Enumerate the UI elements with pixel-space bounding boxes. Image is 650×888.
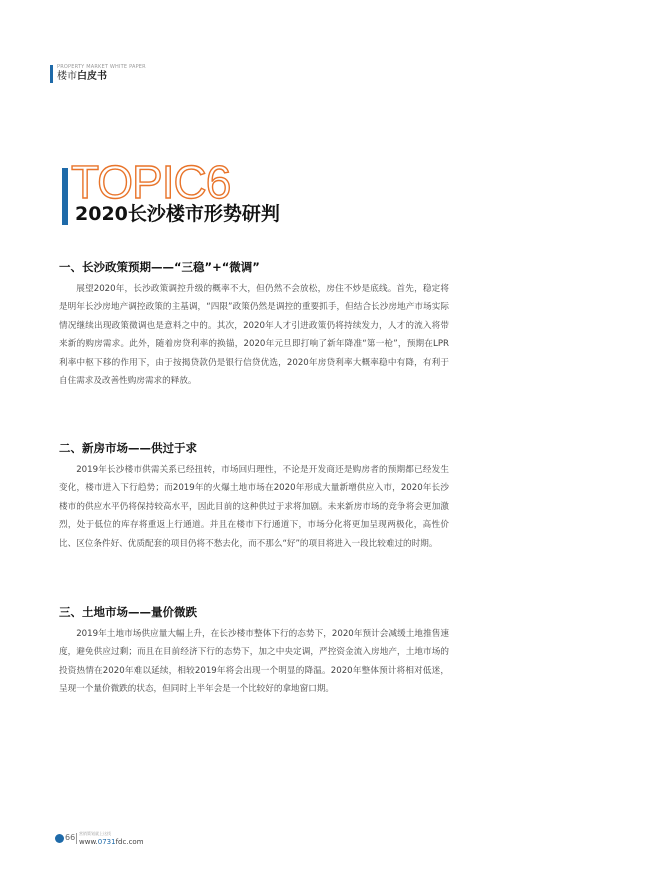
section-heading: 三、土地市场——量价微跌 bbox=[59, 605, 197, 619]
section-policy bbox=[59, 259, 449, 390]
header-chinese-light: 楼市 bbox=[57, 71, 77, 82]
footer-slogan: 营销策划就上这找 bbox=[79, 831, 111, 836]
footer-url-accent: 0731 bbox=[97, 838, 116, 846]
section-heading: 二、新房市场——供过于求 bbox=[59, 441, 197, 455]
section-land-market bbox=[59, 604, 449, 699]
footer-url bbox=[79, 838, 144, 847]
topic-label: TOPIC6 bbox=[71, 156, 231, 208]
section-new-housing bbox=[59, 440, 449, 553]
header-chinese-bold: 白皮书 bbox=[77, 71, 107, 82]
footer-url-prefix: www. bbox=[79, 838, 98, 846]
section-heading: 一、长沙政策预期——“三稳”+“微调” bbox=[59, 260, 260, 274]
footer-dot-icon bbox=[55, 834, 64, 843]
page-title: 2020长沙楼市形势研判 bbox=[75, 203, 280, 225]
section-body: 展望2020年，长沙政策调控升级的概率不大，但仍然不会放松，房住不炒是底线。首先，稳定将是明年长沙房地产调控政策的主基调，“四限”政策仍然是调控的重要抓手，但结合长沙房地产市场实际情况继续出现政策微调也是意料之中的。其次，2020年人才引进政策仍将持续发力，人才的流入将带来新的购房需求。此外，随着房贷利率的换锚，2020年元旦即打响了新年降准“第一枪”，预期在LPR利率中枢下移的作用下，由于按揭贷款仍是银行信贷优选，2020年房贷利率大概率稳中有降，有利于自住需求及改善性购房需求的释放。 bbox=[59, 284, 449, 387]
section-body: 2019年长沙楼市供需关系已经扭转，市场回归理性，不论是开发商还是购房者的预期都已经发生变化，楼市进入下行趋势；而2019年的火爆土地市场在2020年形成大量新增供应入市，2020年长沙楼市的供应水平仍将保持较高水平，因此目前的这种供过于求将加剧。未来新房市场的竞争将会更加激烈，处于低位的库存将重返上行通道。并且在楼市下行通道下，市场分化将更加呈现两极化，高性价比、区位条件好、优质配套的项目仍将不愁去化，而不那么“好”的项目将进入一段比较难过的时期。 bbox=[59, 465, 449, 549]
section-body: 2019年土地市场供应量大幅上升，在长沙楼市整体下行的态势下，2020年预计会减缓土地推售速度，避免供应过剩；而且在目前经济下行的态势下，加之中央定调，严控资金流入房地产，土地市场的投资热情在2020年难以延续，相较2019年将会出现一个明显的降温。2020年整体预计将相对低迷，呈现一个量价微跌的状态，但同时上半年会是一个比较好的拿地窗口期。 bbox=[59, 629, 449, 695]
footer-url-suffix: fdc.com bbox=[115, 838, 144, 846]
header-english-title: PROPERTY MARKET WHITE PAPER bbox=[57, 64, 146, 70]
footer-divider bbox=[76, 833, 77, 844]
topic-accent-bar bbox=[62, 168, 68, 225]
page-number: 66 bbox=[65, 833, 76, 842]
header-chinese-title bbox=[57, 71, 107, 83]
header-accent-bar bbox=[50, 65, 53, 83]
